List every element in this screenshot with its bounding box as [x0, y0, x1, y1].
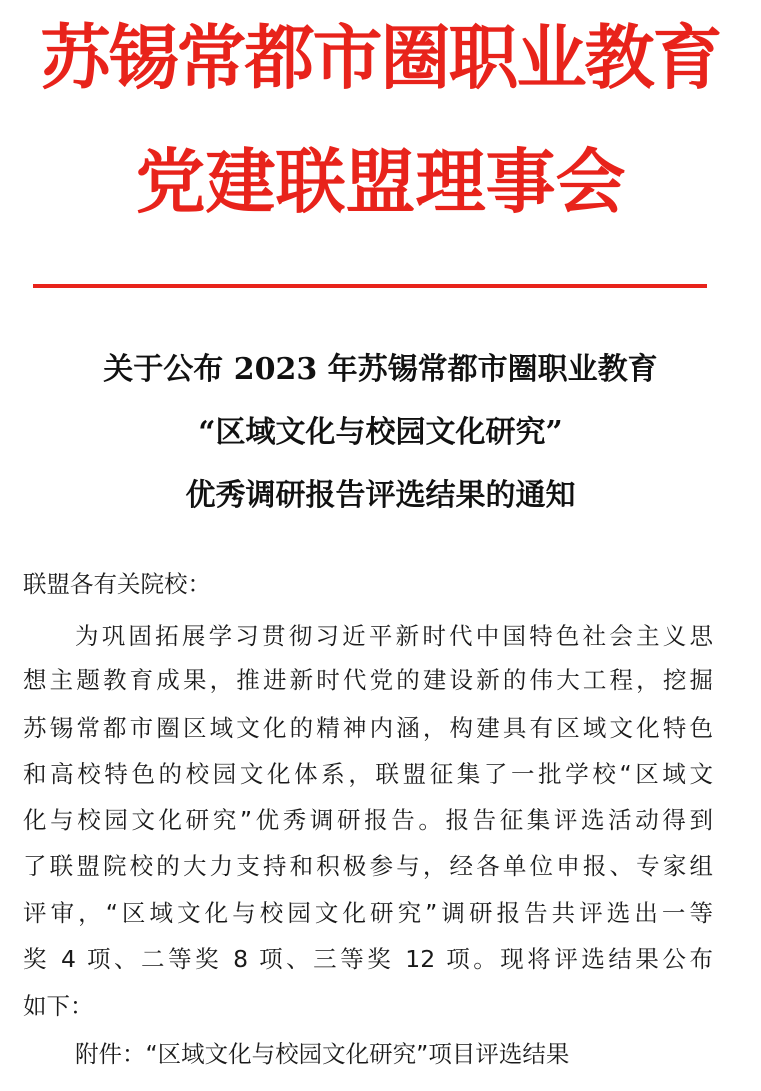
red-divider-rule [33, 284, 707, 288]
body-paragraph-line: 如下： [23, 992, 94, 1020]
attachment-note: 附件：“区域文化与校园文化研究”项目评选结果 [75, 1040, 570, 1068]
body-paragraph-line: 了联盟院校的大力支持和积极参与，经各单位申报、专家组 [23, 852, 713, 880]
body-paragraph-line: 化与校园文化研究”优秀调研报告。报告征集评选活动得到 [23, 806, 713, 834]
document-title-line-1: 关于公布 2023 年苏锡常都市圈职业教育 [103, 352, 658, 387]
body-paragraph-line: 奖 4 项、二等奖 8 项、三等奖 12 项。现将评选结果公布 [23, 945, 713, 973]
masthead-line-2: 党建联盟理事会 [135, 140, 626, 223]
salutation: 联盟各有关院校： [23, 570, 211, 598]
document-title-line-2: “区域文化与校园文化研究” [198, 415, 563, 450]
body-paragraph-line: 为巩固拓展学习贯彻习近平新时代中国特色社会主义思 [75, 622, 713, 650]
body-paragraph-line: 想主题教育成果，推进新时代党的建设新的伟大工程，挖掘 [23, 666, 713, 694]
body-paragraph-line: 苏锡常都市圈区域文化的精神内涵，构建具有区域文化特色 [23, 714, 713, 742]
masthead-line-1: 苏锡常都市圈职业教育 [40, 16, 721, 99]
document-title-line-3: 优秀调研报告评选结果的通知 [185, 478, 576, 513]
body-paragraph-line: 和高校特色的校园文化体系，联盟征集了一批学校“区域文 [23, 760, 713, 788]
body-paragraph-line: 评审，“区域文化与校园文化研究”调研报告共评选出一等 [23, 899, 713, 927]
